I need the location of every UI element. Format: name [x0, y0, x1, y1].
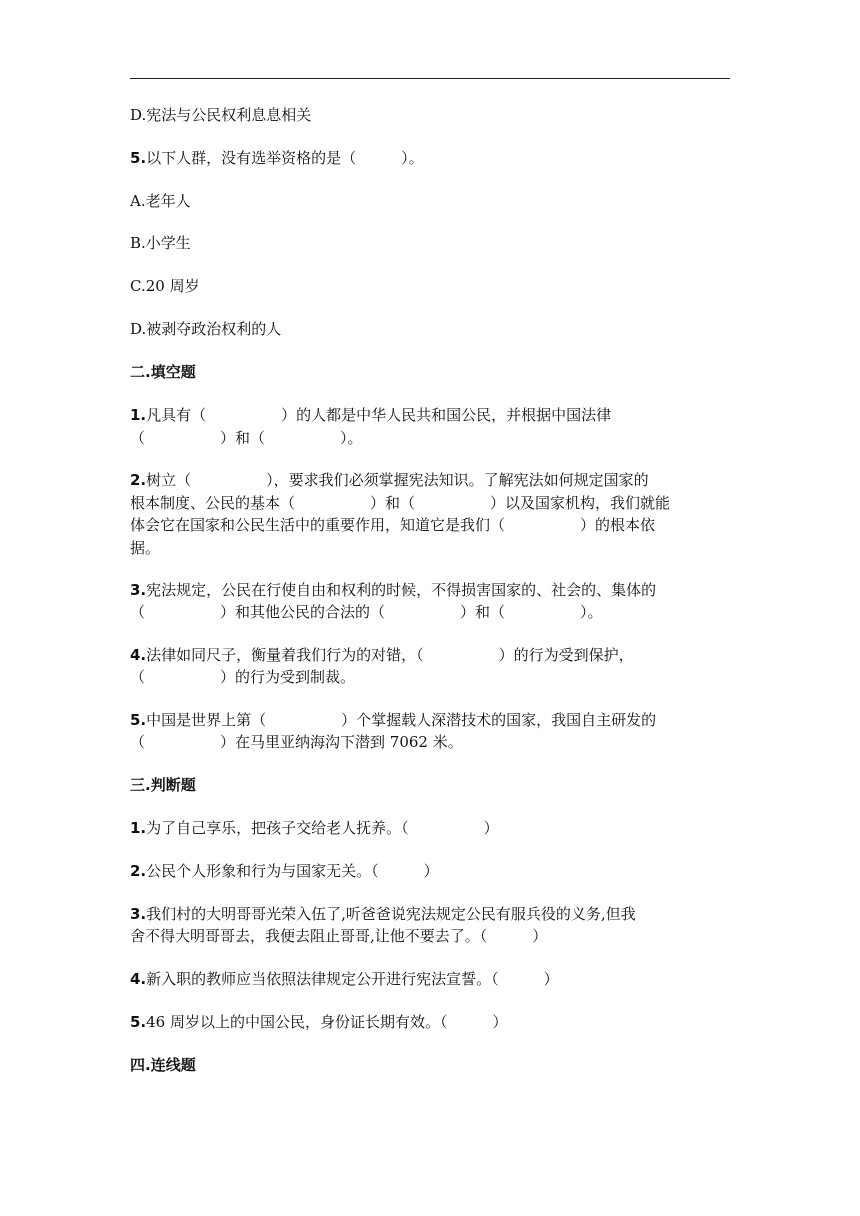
question-number: 3. — [130, 581, 147, 599]
judge-q1 — [130, 817, 750, 839]
choice-q5-stem — [130, 147, 750, 169]
fill-q5-line2: （ ）在马里亚纳海沟下潜到 7062 米。 — [130, 733, 463, 751]
fill-q4-line2: （ ）的行为受到制裁。 — [130, 668, 356, 686]
fill-q1-line2: （ ）和（ ）。 — [130, 429, 363, 447]
section-heading-judge: 三.判断题 — [130, 776, 196, 794]
fill-q2-line3: 体会它在国家和公民生活中的重要作用，知道它是我们（ ）的根本依 — [130, 516, 656, 534]
question-text: 以下人群，没有选举资格的是（ ）。 — [146, 149, 424, 167]
fill-q2-line2: 根本制度、公民的基本（ ）和（ ）以及国家机构，我们就能 — [130, 494, 671, 512]
q5-option-b: B.小学生 — [130, 234, 191, 252]
judge-q2 — [130, 860, 750, 882]
fill-q3-line2: （ ）和其他公民的合法的（ ）和（ ）。 — [130, 603, 603, 621]
question-text: 凡具有（ ）的人都是中华人民共和国公民，并根据中国法律 — [146, 406, 612, 424]
question-text: 宪法规定，公民在行使自由和权利的时候，不得损害国家的、社会的、集体的 — [146, 581, 657, 599]
section-heading-fill: 二.填空题 — [130, 363, 196, 381]
fill-q4-line1 — [130, 644, 750, 666]
question-text: 46 周岁以上的中国公民，身份证长期有效。（ ） — [146, 1013, 508, 1031]
judge-q5 — [130, 1011, 750, 1033]
header-rule — [130, 78, 730, 79]
fill-q5-line1 — [130, 709, 750, 731]
question-number: 4. — [130, 646, 147, 664]
question-number: 3. — [130, 905, 147, 923]
fill-q1-line1 — [130, 404, 750, 426]
judge-q3-line1 — [130, 903, 750, 925]
question-number: 1. — [130, 819, 147, 837]
question-text: 新入职的教师应当依照法律规定公开进行宪法宣誓。（ ） — [146, 970, 559, 988]
q5-option-c: C.20 周岁 — [130, 277, 200, 295]
question-number: 5. — [130, 149, 147, 167]
q5-option-a: A.老年人 — [130, 192, 191, 210]
question-number: 4. — [130, 970, 147, 988]
question-number: 5. — [130, 1013, 147, 1031]
question-text: 为了自己享乐，把孩子交给老人抚养。（ ） — [146, 819, 499, 837]
fill-q3-line1 — [130, 579, 750, 601]
judge-q4 — [130, 968, 750, 990]
question-text: 中国是世界上第（ ）个掌握载人深潜技术的国家，我国自主研发的 — [146, 711, 657, 729]
question-text: 我们村的大明哥哥光荣入伍了,听爸爸说宪法规定公民有服兵役的义务,但我 — [146, 905, 636, 923]
question-text: 公民个人形象和行为与国家无关。（ ） — [146, 862, 439, 880]
question-number: 2. — [130, 471, 147, 489]
q4-option-d: D.宪法与公民权利息息相关 — [130, 106, 312, 124]
question-text: 树立（ ），要求我们必须掌握宪法知识。了解宪法如何规定国家的 — [146, 471, 649, 489]
question-number: 5. — [130, 711, 147, 729]
fill-q2-line4: 据。 — [130, 539, 161, 557]
judge-q3-line2: 舍不得大明哥哥去，我便去阻止哥哥,让他不要去了。（ ） — [130, 927, 548, 945]
question-number: 1. — [130, 406, 147, 424]
section-heading-match: 四.连线题 — [130, 1056, 196, 1074]
question-text: 法律如同尺子，衡量着我们行为的对错，（ ）的行为受到保护， — [146, 646, 634, 664]
q5-option-d: D.被剥夺政治权利的人 — [130, 320, 282, 338]
question-number: 2. — [130, 862, 147, 880]
fill-q2-line1 — [130, 469, 750, 491]
